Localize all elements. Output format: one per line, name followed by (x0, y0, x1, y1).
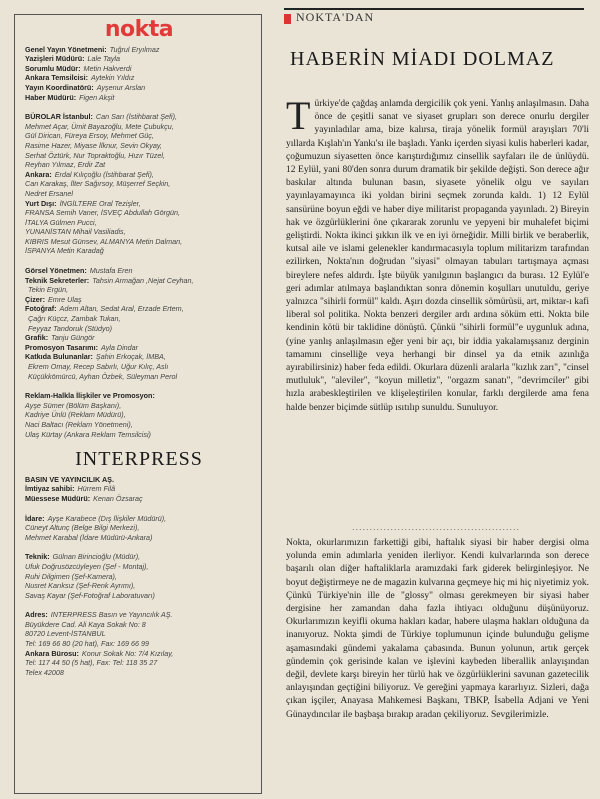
advertising-line: Naci Baltacı (Reklam Yönetmeni), (25, 419, 133, 429)
bureau-line: Can Karakaş, İlter Sağırsoy, Müşerref Seçkin, (25, 179, 171, 189)
address-line: Tel: 169 66 80 (20 hat), Fax: 169 66 99 (25, 639, 150, 649)
staff-line: Genel Yayın Yönetmeni: Tuğrul Eryılmaz (25, 44, 160, 54)
staff-line: Çizer: Emre Ulaş (25, 294, 82, 304)
admin-line: İdare: Ayşe Karabece (Dış İlişkiler Müdürü), (25, 513, 167, 523)
bureau-ankara: Ankara: Erdal Kılıçoğlu (İstihbarat Şefi), (25, 169, 154, 179)
staff-line: Grafik: Tanju Güngör (25, 333, 95, 343)
staff-line: Yazişleri Müdürü: Lale Tayla (25, 54, 121, 64)
nokta-logo: nokta (104, 17, 174, 42)
bureau-line: YUNANİSTAN Mihail Vasiliadis, (25, 227, 126, 237)
staff-line: Görsel Yönetmen: Mustafa Eren (25, 266, 133, 276)
technical-line: Savaş Kayar (Şef-Fotoğraf Laboratuvarı) (25, 590, 155, 600)
admin-line: Cüneyt Altunç (Belge Bilgi Merkezi), (25, 523, 140, 533)
staff-list (25, 45, 253, 103)
staff-line: Feyyaz Tandoruk (Stüdyo) (28, 323, 113, 333)
bureau-line: Rasime Hazer, Miyase İlknur, Sevin Okyay, (25, 140, 162, 150)
article-body-first (286, 93, 589, 415)
bureau-line: KIBRIS Mesut Günsev, ALMANYA Metin Dalman, (25, 236, 183, 246)
address-line: Adres: INTERPRESS Basın ve Yayıncılık AŞ. (25, 610, 173, 620)
admin-line: Mehmet Karabal (İdare Müdürü-Ankara) (25, 532, 153, 542)
technical-section (25, 552, 253, 600)
interpress-logo: INTERPRESS (75, 448, 203, 471)
address-line: Tel: 117 44 50 (5 hat), Fax: Tel: 118 35 27 (25, 658, 158, 668)
staff-line: Yayın Koordinatörü: Ayşenur Arslan (25, 82, 146, 92)
address-line: Ankara Bürosu: Konur Sokak No: 7/4 Kızılay, (25, 648, 174, 658)
address-line: 80720 Levent-İSTANBUL (25, 629, 106, 639)
address-line: Büyükdere Cad. Ali Kaya Sokak No: 8 (25, 619, 146, 629)
staff-line: Promosyon Tasarımı: Ayla Dindar (25, 342, 139, 352)
article-headline: HABERİN MİADI DOLMAZ (290, 48, 555, 70)
visual-staff-section (25, 266, 253, 381)
address-line: Telex 42008 (25, 667, 64, 677)
publisher-line: BASIN VE YAYINCILIK AŞ. (25, 474, 114, 484)
paragraph-1: ürkiye'de çağdaş anlamda dergicilik çok yeni. Yanlış anlaşılmasın. Daha önce de çeşitli sanat ve siyaset grupları son derece onurlu dergiler yayınladılar ama, bize kalırsa, tiraja yönelik formül arayışları 70'li yıllarda Kışlah'ın Yankı'sı ile başladı. Yankı içerden siyasi kulis haberleri kadar, çoğumuzun siyasetten önce karıştırdığımız cinsellik sayfaları ile de ünlüydü. 12 Eylül, yani 80'den sonra durum dramatik bir şekilde değişti. Son derece ağır baskılar altında bulunan basın, siyasete yönelik olgu ve sayıları yayınlayamayınca iki yoldan birini seçmek zorunda kaldı. 1) 12 Eylül sansürüne boyun eğdi ve haber diye militarist propaganda yayınladı. 2) Bireyin hak ve özgürlüklerini öne çıkararak zorunlu ve yepyeni bir muhalefet biçimi geliştirdi. Nokta ikinci şıkkın ilk ve en iyi örneğidir. Milli birlik ve beraberlik, kutsal aile ve islami gelenekler kandırmacasıyla toplum militarizm tarafından ezilirken, Nokta'nın doğrudan "siyasi" olmayan tabuları tartışmaya açması bireylere nefes aldırdı. İşte büyük yanılgının başlangıcı da burası. 12 Eylül'e geri adımlar atılmaya başlandıktan sonra dönemin koşulları unutuldu, geriye yalnızca "sihirli formül" kaldı. Aşırı dozda cinsellik sömürüsü, art, miktar-ı kafi liberal sol politika. Nokta benzeri dergiler ardı ardına söküm etti. Nokta bile kendinin kötü bir taklidine dönüştü. Çünkü "sihirli formül"e uygunluk adına, (yine yanlış anlaşılmasın eğer yeni bir açı, bir iddia yakalamışsanız derginin tamamını cinselliğe veya herhangi bir dinsel ya da etnik azınlığa ayırabilirsiniz) haber feda edildi. Okurlara düzenli aralarla "kızlık zarı", "cinsel mutluluk", "aleviler", "koyun milletiz", "orgazm sanatı", "devrimciler" gibi hızla arabeskleştirilen ve klişeleştirilen konular, farklı dergilerde ama fena halde benzer biçimde sütlüp ısıtılıp sunuldu. Sunuluyor. (286, 99, 589, 413)
section-header (284, 8, 584, 32)
drop-cap: T (286, 93, 311, 138)
technical-line: Ruhi Dilgimen (Şef-Kamera), (25, 571, 117, 581)
advertising-line: Kadriye Ünlü (Reklam Müdürü), (25, 410, 126, 420)
advertising-line: Ayşe Sümer (Bölüm Başkanı), (25, 400, 122, 410)
publisher-line: Müessese Müdürü: Kenan Özsaraç (25, 493, 143, 503)
technical-line: Nusret Karıksız (Şef-Renk Ayrımı), (25, 581, 136, 591)
bureau-line: FRANSA Semih Vaner, İSVEÇ Abdullah Görgün, (25, 208, 181, 218)
section-label: NOKTA'DAN (296, 10, 375, 24)
article-column (276, 0, 592, 799)
staff-line: Katkıda Bulunanlar: Şahin Erkoçak, İMBA, (25, 352, 166, 362)
article-body-second (286, 537, 589, 722)
bureau-line: Reyhan Yılmaz, Erdir Zat (25, 160, 106, 170)
bureaus-section (25, 112, 253, 256)
staff-line: Küçükkömürcü, Ayhan Özbek, Süleyman Perol (28, 371, 178, 381)
red-square-marker (284, 14, 291, 24)
bureau-line: İSPANYA Metin Karadağ (25, 246, 104, 256)
publisher-line: İmtiyaz sahibi: Hürrem Filâ (25, 484, 116, 494)
staff-line: Sorumlu Müdür: Metin Hakverdi (25, 63, 132, 73)
staff-line: Çağrı Küçcz, Zambak Tukan, (28, 314, 121, 324)
advertising-section (25, 391, 253, 439)
advertising-title: Reklam-Halkla İlişkiler ve Promosyon: (25, 391, 155, 401)
staff-line: Haber Müdürü: Figen Akşit (25, 92, 115, 102)
bureau-line: Mehmet Açar, Ümit Bayazoğlu, Mete Çubukçu, (25, 121, 174, 131)
staff-line: Tekin Ergün, (28, 285, 69, 295)
staff-line: Ankara Temsilcisi: Aytekin Yıldız (25, 73, 135, 83)
address-section (25, 610, 253, 677)
advertising-line: Ulaş Kürtay (Ankara Reklam Temsilcisi) (25, 429, 151, 439)
bureau-line: Nedret Ersanel (25, 188, 73, 198)
separator-dots: ................................................ (351, 522, 521, 532)
bureau-istanbul: BÜROLAR İstanbul: Can Sarı (İstihbarat Şefi), (25, 112, 177, 122)
staff-line: Teknik Sekreterler: Tahsin Armağan ,Nejat Ceyhan, (25, 275, 194, 285)
bureau-line: İTALYA Gülmen Pucci, (25, 217, 97, 227)
staff-line: Fotoğraf: Adem Altan, Sedat Aral, Erzade Ertem, (25, 304, 184, 314)
masthead-column (14, 14, 262, 794)
technical-line: Ufuk Doğrusözcüyleyen (Şef - Montaj), (25, 561, 149, 571)
bureau-line: Gül Dirican, Füreya Ersoy, Mehmet Güç, (25, 131, 154, 141)
paragraph-2: Nokta, okurlarımızın farkettiği gibi, haftalık siyasi bir haber dergisi olma yolunda emin adımlarla yeniden ilerliyor. Kendi kulvarlarında son derece başarılı olan diğer haftaliklarla aramızdaki fark giderek belirginleşiyor. Ne boyut değiştirmeye ne de magazin kulvarına geçmeye hiç mi hiç niyetimiz yok. Çünkü Türkiye'nin ille de "glossy" olması gerekmeyen bir siyasi haber dergisine her zamandan daha fazla ihtiyacı olduğunu düşünüyoruz. Okurlarımızın keyifli okuma hakları kadar, habere ulaşma hakları olduğuna da inanıyoruz. Nokta şimdi de Türkiye toplumunun içinde bulunduğu gelişme aşamasındaki gündemi yakalama çabasında. Bunun yolunun, artık gerçek gündemin çok gerisinde kalan ve işlevini kaybeden liberallik anlayışından değil, devlete karşı bireyin her türlü hak ve özgürlüklerini savunan gazetecilik anlayışından geçtiğini biliyoruz. Ve gereğini yapmaya kararlıyız. Sizleri, dağa çıkan işçiler, Anayasa Mahkemesi Başkanı, TBKP, İsabella Adjani ve Yeni Günaydıncılar ile başbaşa bırakıp aradan çekiliyoruz. Sevgilerimizle. (286, 538, 589, 720)
staff-line: Ekrem Omay, Recep Sabırlı, Uğur Kılıç, Aslı (28, 362, 169, 371)
bureau-abroad: Yurt Dışı: İNGİLTERE Oral Tezişler, (25, 198, 141, 208)
technical-line: Teknik: Gülnan Birincioğlu (Müdür), (25, 552, 141, 562)
publisher-section (25, 475, 253, 504)
administration-section (25, 514, 253, 543)
bureau-line: Serhat Öztürk, Nur Topraktoğlu, Hızır Tüzel, (25, 150, 165, 160)
